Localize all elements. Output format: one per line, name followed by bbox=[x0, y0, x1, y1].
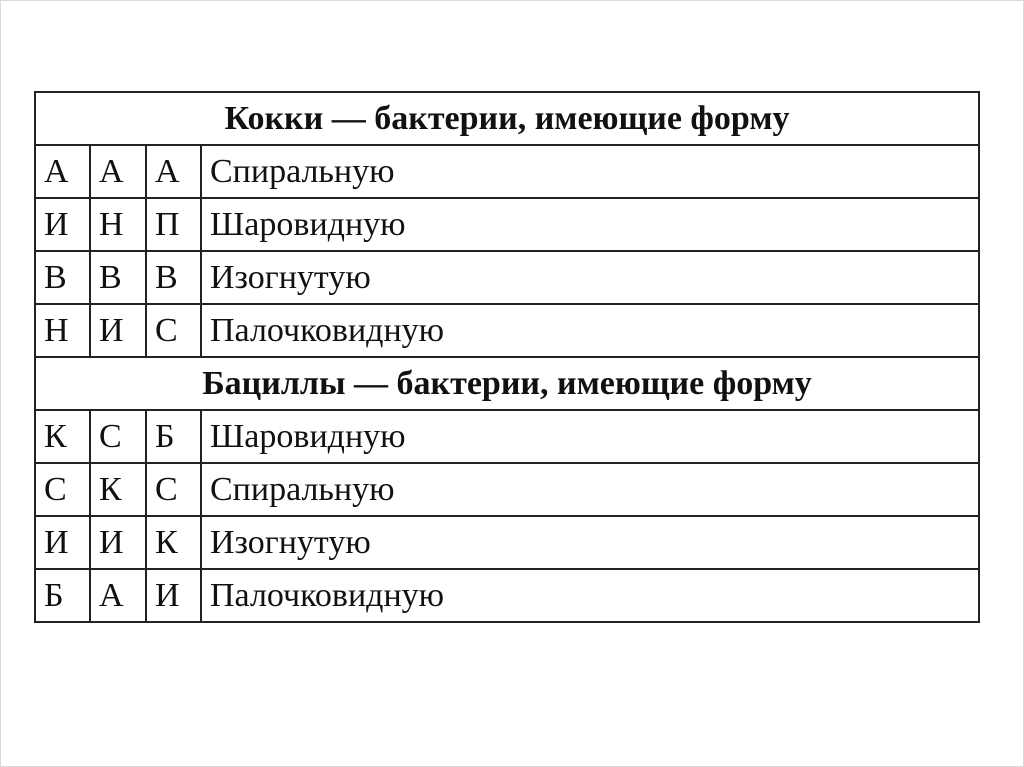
letter-cell: К bbox=[90, 463, 146, 516]
letter-cell: В bbox=[90, 251, 146, 304]
letter-cell: Н bbox=[35, 304, 90, 357]
shape-cell: Изогнутую bbox=[201, 251, 979, 304]
table-row bbox=[35, 198, 979, 251]
letter-cell: П bbox=[146, 198, 201, 251]
shape-cell: Шаровидную bbox=[201, 410, 979, 463]
letter-cell: А bbox=[90, 569, 146, 622]
letter-cell: А bbox=[90, 145, 146, 198]
shape-cell: Палочковидную bbox=[201, 304, 979, 357]
letter-cell: С bbox=[146, 304, 201, 357]
section-heading-row bbox=[35, 92, 979, 145]
section-heading-bacilli: Бациллы — бактерии, имеющие форму bbox=[35, 357, 979, 410]
section-heading-cocci: Кокки — бактерии, имеющие форму bbox=[35, 92, 979, 145]
letter-cell: С bbox=[146, 463, 201, 516]
letter-cell: В bbox=[35, 251, 90, 304]
letter-cell: И bbox=[146, 569, 201, 622]
shape-cell: Шаровидную bbox=[201, 198, 979, 251]
table-row bbox=[35, 145, 979, 198]
letter-cell: И bbox=[35, 516, 90, 569]
letter-cell: И bbox=[35, 198, 90, 251]
shape-cell: Спиральную bbox=[201, 145, 979, 198]
letter-cell: Н bbox=[90, 198, 146, 251]
letter-cell: Б bbox=[35, 569, 90, 622]
letter-cell: К bbox=[146, 516, 201, 569]
table-row bbox=[35, 516, 979, 569]
table-row bbox=[35, 251, 979, 304]
shape-cell: Изогнутую bbox=[201, 516, 979, 569]
letter-cell: И bbox=[90, 516, 146, 569]
table-row bbox=[35, 463, 979, 516]
letter-cell: А bbox=[146, 145, 201, 198]
table-row bbox=[35, 304, 979, 357]
shape-cell: Спиральную bbox=[201, 463, 979, 516]
letter-cell: К bbox=[35, 410, 90, 463]
letter-cell: А bbox=[35, 145, 90, 198]
letter-cell: И bbox=[90, 304, 146, 357]
letter-cell: Б bbox=[146, 410, 201, 463]
shape-cell: Палочковидную bbox=[201, 569, 979, 622]
table-row bbox=[35, 410, 979, 463]
section-heading-row bbox=[35, 357, 979, 410]
letter-cell: В bbox=[146, 251, 201, 304]
bacteria-shape-quiz-table bbox=[34, 91, 980, 623]
table-row bbox=[35, 569, 979, 622]
letter-cell: С bbox=[35, 463, 90, 516]
letter-cell: С bbox=[90, 410, 146, 463]
